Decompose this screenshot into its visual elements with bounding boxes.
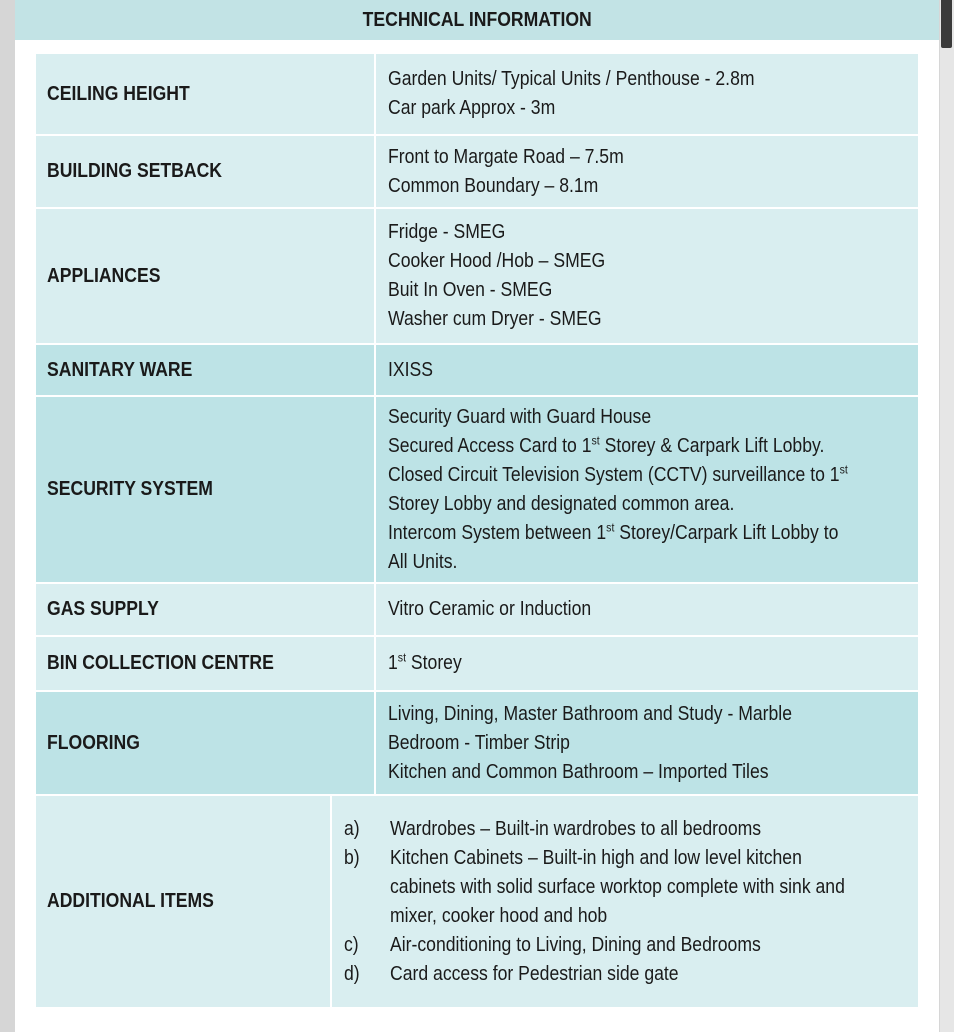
row-value: Living, Dining, Master Bathroom and Study - Marble Bedroom - Timber Strip Kitchen and Common Bathroom – Imported Tiles: [388, 702, 793, 783]
table-row: [36, 397, 918, 584]
row-label: CEILING HEIGHT: [36, 54, 376, 134]
table-row: [36, 637, 918, 692]
row-label: BIN COLLECTION CENTRE: [36, 637, 376, 690]
table-row: [36, 345, 918, 397]
scrollbar-track[interactable]: [940, 0, 954, 1032]
table-row: [36, 54, 918, 136]
table-title: TECHNICAL INFORMATION: [15, 0, 939, 40]
table-row: [36, 796, 918, 1009]
list-item: c) Air-conditioning to Living, Dining and Bedrooms: [344, 933, 761, 956]
list-item: d) Card access for Pedestrian side gate: [344, 962, 679, 985]
row-value: Fridge - SMEG Cooker Hood /Hob – SMEG Buit In Oven - SMEG Washer cum Dryer - SMEG: [388, 221, 606, 330]
row-label: FLOORING: [36, 692, 376, 794]
table-row: [36, 209, 918, 345]
scrollbar-thumb[interactable]: [941, 0, 952, 48]
row-value: Security Guard with Guard House Secured Access Card to 1st Storey & Carpark Lift Lobby. Closed Circuit Television System (CCTV) surveillance to 1st Storey Lobby and designated common area. Intercom System between 1st Storey/Carpark Lift Lobby to All Units.: [387, 405, 848, 573]
table-row: [36, 692, 918, 796]
table-row: [36, 136, 918, 209]
row-label: SECURITY SYSTEM: [36, 397, 376, 582]
table-row: [36, 584, 918, 637]
row-value: Front to Margate Road – 7.5m Common Boundary – 8.1m: [388, 145, 624, 197]
row-value: IXISS: [388, 358, 434, 381]
row-value: Vitro Ceramic or Induction: [388, 598, 592, 620]
row-label: SANITARY WARE: [36, 345, 376, 395]
row-value: Garden Units/ Typical Units / Penthouse - 2.8m Car park Approx - 3m: [388, 68, 755, 119]
technical-info-table: [36, 54, 918, 1009]
list-item: a) Wardrobes – Built-in wardrobes to all bedrooms: [344, 817, 762, 840]
document-page: [15, 0, 939, 1032]
row-value: 1st Storey: [388, 650, 462, 674]
row-label: BUILDING SETBACK: [36, 136, 376, 207]
list-item: b) Kitchen Cabinets – Built-in high and low level kitchen cabinets with solid surface worktop complete with sink and mixer, cooker hood and hob: [344, 846, 845, 927]
row-label: ADDITIONAL ITEMS: [36, 796, 332, 1007]
row-value: [332, 796, 918, 1007]
row-label: GAS SUPPLY: [36, 584, 376, 635]
row-label: APPLIANCES: [36, 209, 376, 343]
